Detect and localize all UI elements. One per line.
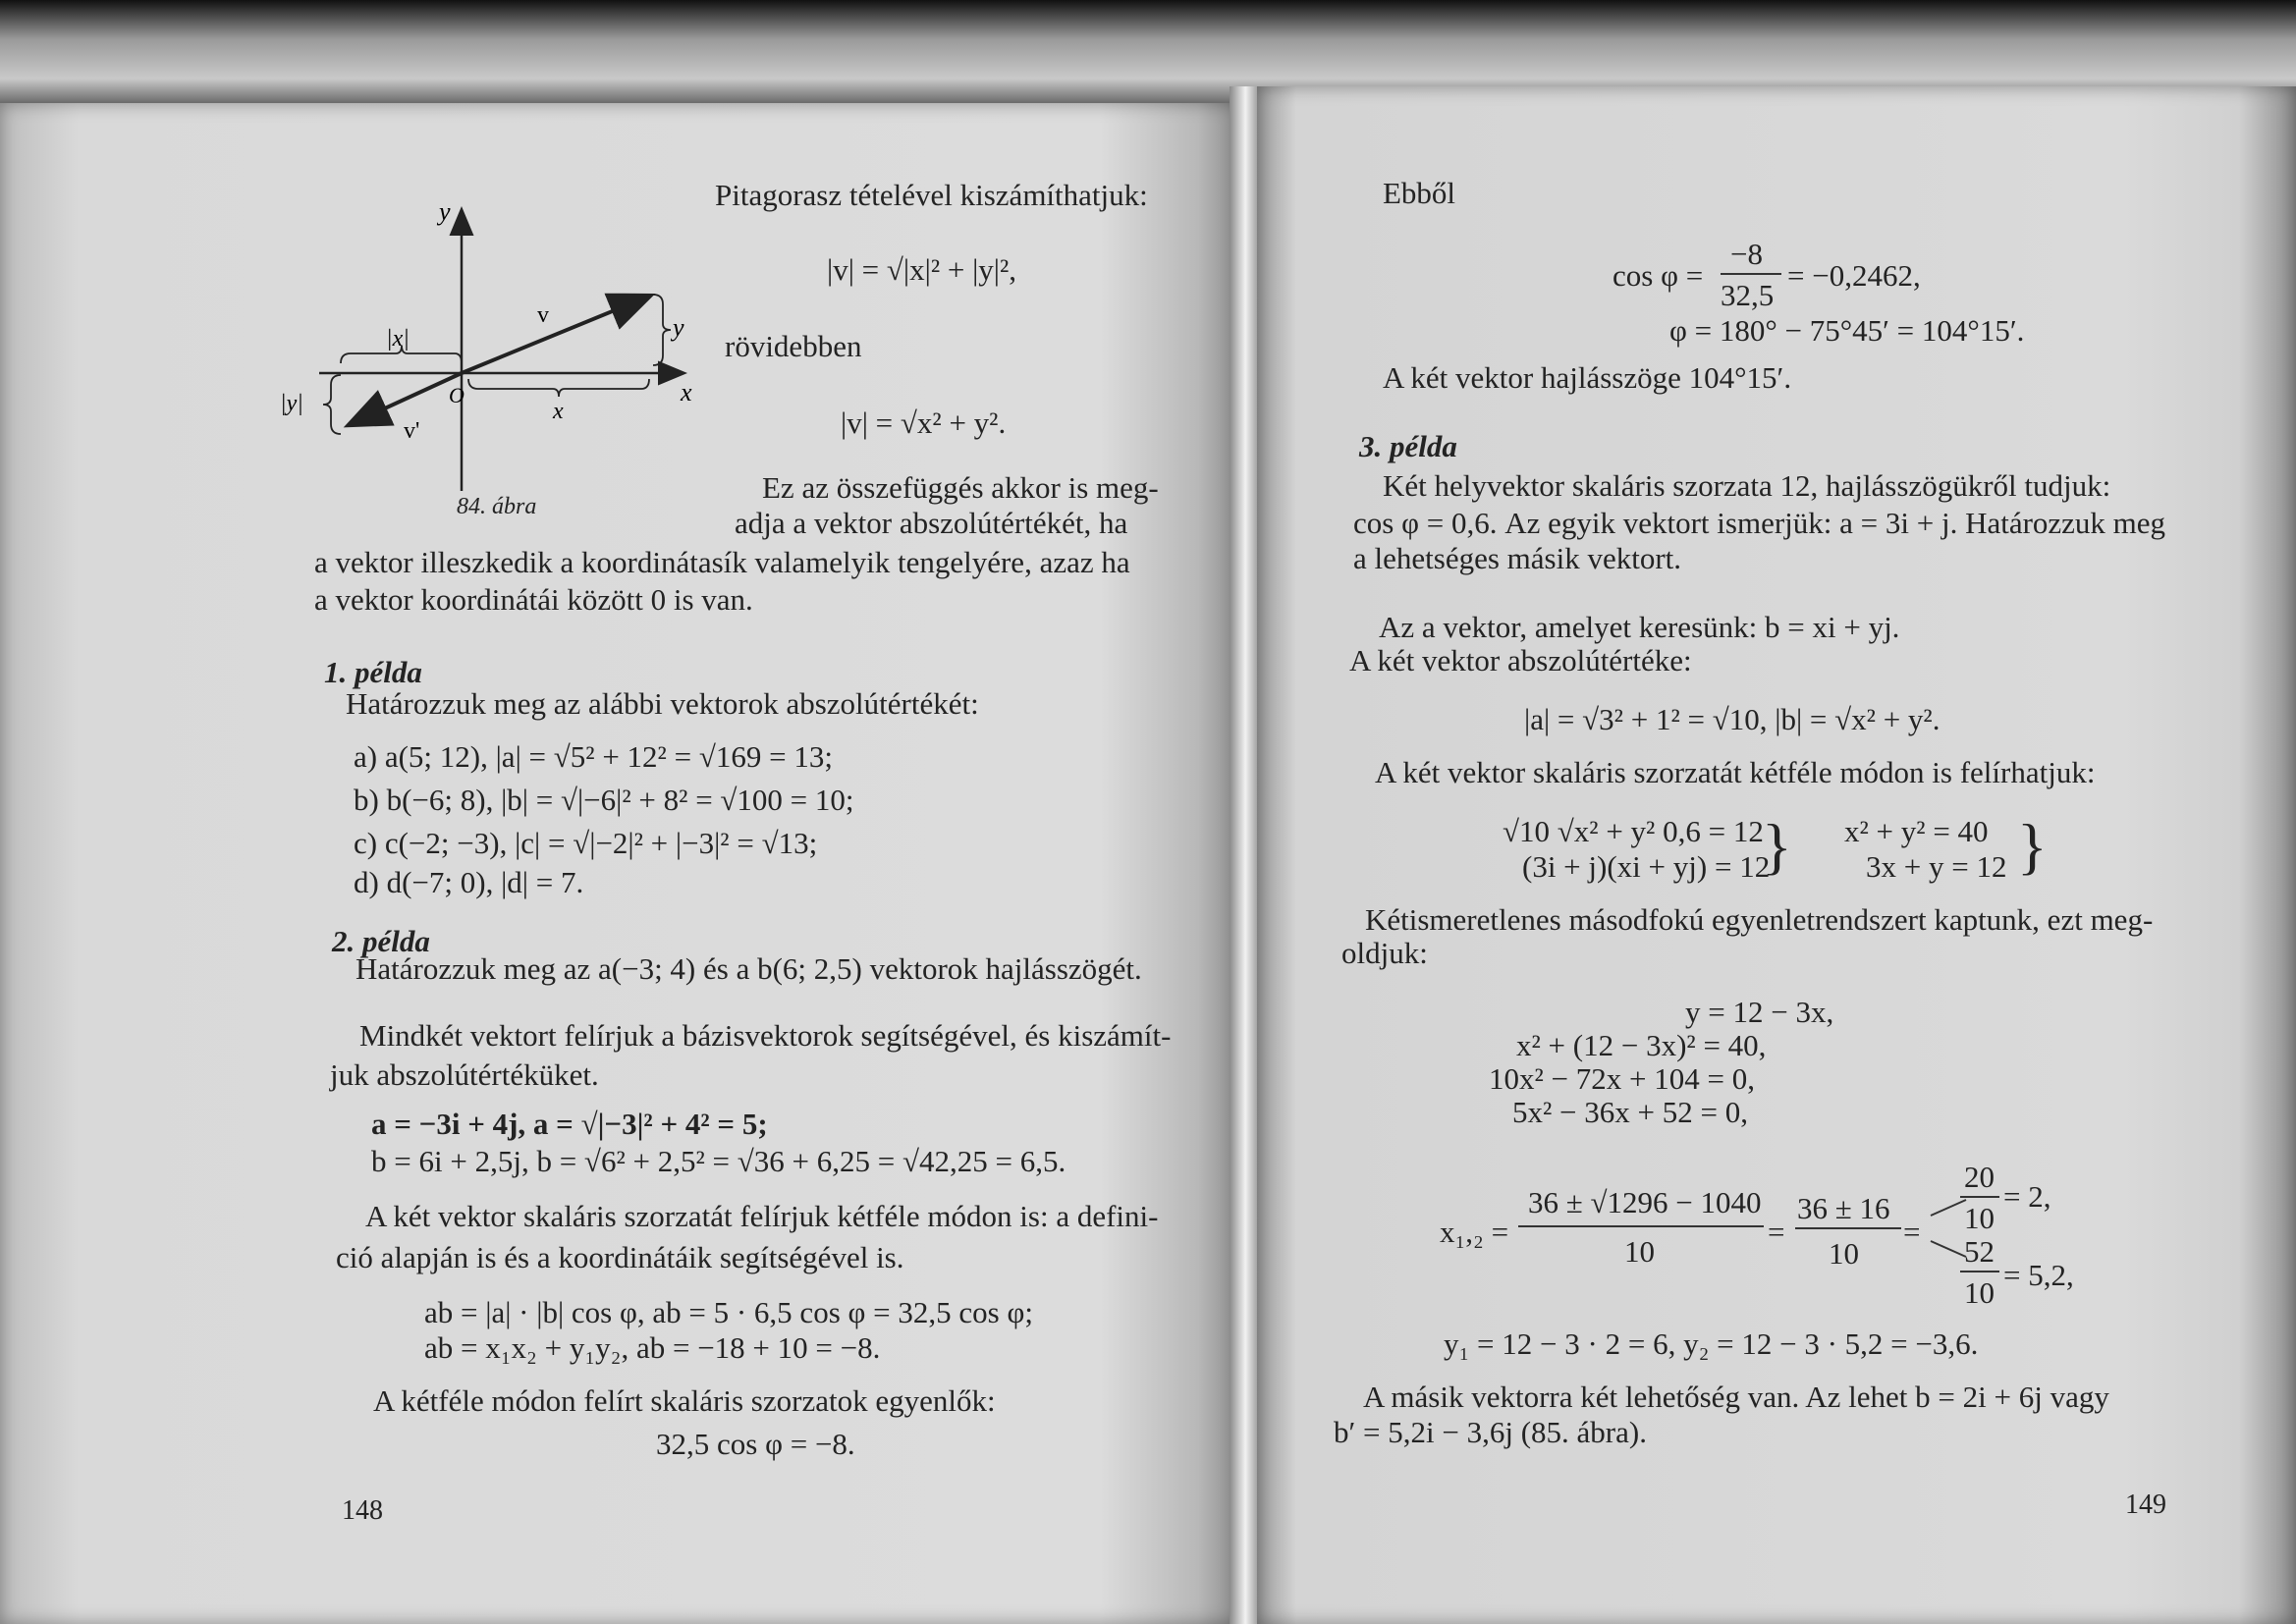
hajlasszog-line: A két vektor hajlásszöge 104°15′.	[1383, 360, 1792, 395]
pitagorasz-line: Pitagorasz tételével kiszámíthatjuk:	[715, 178, 1148, 212]
system-1-line-2: (3i + j)(xi + yj) = 12	[1522, 849, 1771, 884]
example-3-paragraph: A másik vektorra két lehetőség van. Az lehet b = 2i + 6j vagy	[1363, 1380, 2109, 1414]
example-1-d: d) d(−7; 0), |d| = 7.	[354, 865, 584, 899]
paragraph-line: Ez az összefüggés akkor is meg-	[762, 470, 1159, 505]
system-2-line-2: 3x + y = 12	[1866, 849, 2007, 884]
example-2-paragraph: A két vektor skaláris szorzatát felírjuk kétféle módon is: a defini-	[365, 1199, 1159, 1233]
label-v: v	[537, 302, 549, 328]
system-1-line-1: √10 √x² + y² 0,6 = 12	[1503, 814, 1764, 848]
root-2-denominator: 10	[1964, 1275, 1995, 1310]
root-2-value: = 5,2,	[2003, 1258, 2074, 1292]
x12-numerator-2: 36 ± 16	[1797, 1191, 1890, 1225]
label-x-brace: x	[553, 399, 564, 424]
page-number-right: 149	[2125, 1489, 2166, 1520]
example-3-text: Két helyvektor skaláris szorzata 12, hajlásszögükről tudjuk:	[1383, 468, 2111, 503]
system-2-line-1: x² + y² = 40	[1844, 814, 1989, 848]
cos-eq-lhs: cos φ =	[1613, 258, 1704, 293]
paragraph-line: a vektor illeszkedik a koordinátasík valamelyik tengelyére, azaz ha	[314, 545, 1130, 579]
example-2-eq-b: b = 6i + 2,5j, b = √6² + 2,5² = √36 + 6,25 = √42,25 = 6,5.	[371, 1144, 1066, 1178]
cos-eq-rhs: = −0,2462,	[1787, 258, 1921, 293]
root-1-fraction-bar	[1960, 1196, 1999, 1198]
example-1-b: b) b(−6; 8), |b| = √|−6|² + 8² = √100 = 10;	[354, 783, 854, 817]
example-3-title: 3. példa	[1359, 429, 1457, 463]
figure-84	[280, 196, 712, 511]
ebbol-line: Ebből	[1383, 176, 1456, 210]
brace-y-right	[653, 295, 671, 365]
example-2-paragraph: A kétféle módon felírt skaláris szorzatok egyenlők:	[373, 1383, 996, 1418]
paragraph-line: a vektor koordinátái között 0 is van.	[314, 582, 753, 617]
vector-v-prime	[351, 373, 462, 424]
example-3-paragraph: oldjuk:	[1341, 936, 1428, 970]
equation-abs-v-2: |v| = √x² + y².	[841, 406, 1007, 440]
x12-numerator-1: 36 ± √1296 − 1040	[1528, 1185, 1762, 1219]
x12-denominator-1: 10	[1624, 1234, 1655, 1269]
brace-abs-y-left	[323, 375, 341, 434]
example-1-text: Határozzuk meg az alábbi vektorok abszolútértékét:	[346, 686, 979, 721]
example-3-paragraph: Kétismeretlenes másodfokú egyenletrendszert kaptunk, ezt meg-	[1365, 902, 2154, 937]
page-number-left: 148	[342, 1495, 383, 1526]
figure-caption: 84. ábra	[457, 494, 537, 519]
y-values: y₁ = 12 − 3 · 2 = 6, y₂ = 12 − 3 · 5,2 = −3,6.	[1444, 1326, 1979, 1361]
example-3-paragraph: Az a vektor, amelyet keresünk: b = xi + yj.	[1379, 610, 1900, 644]
example-2-text: Határozzuk meg az a(−3; 4) és a b(6; 2,5) vektorok hajlásszögét.	[355, 951, 1142, 986]
example-2-paragraph: juk abszolútértéküket.	[330, 1057, 599, 1092]
example-3-text: cos φ = 0,6. Az egyik vektort ismerjük: a = 3i + j. Határozzuk meg	[1353, 506, 2166, 540]
root-1-numerator: 20	[1964, 1160, 1995, 1194]
solve-step-4: 5x² − 36x + 52 = 0,	[1512, 1095, 1748, 1129]
label-v-prime: v'	[404, 418, 420, 444]
example-3-eq-abs: |a| = √3² + 1² = √10, |b| = √x² + y².	[1524, 702, 1941, 736]
root-1-value: = 2,	[2003, 1179, 2051, 1214]
example-3-paragraph: A két vektor abszolútértéke:	[1349, 643, 1692, 677]
label-y-brace: y	[673, 313, 684, 342]
label-axis-x: x	[681, 378, 692, 406]
example-2-eq-ab-1: ab = |a| · |b| cos φ, ab = 5 · 6,5 cos φ = 32,5 cos φ;	[424, 1295, 1033, 1329]
x12-denominator-2: 10	[1829, 1236, 1859, 1271]
example-2-paragraph: ció alapján is és a koordinátáik segítségével is.	[336, 1240, 904, 1274]
root-1-denominator: 10	[1964, 1201, 1995, 1235]
cos-eq-fraction-bar	[1721, 273, 1781, 275]
example-2-eq-final: 32,5 cos φ = −8.	[656, 1427, 855, 1461]
solve-step-1: y = 12 − 3x,	[1685, 995, 1834, 1029]
solve-step-2: x² + (12 − 3x)² = 40,	[1516, 1028, 1767, 1062]
example-3-paragraph: b′ = 5,2i − 3,6j (85. ábra).	[1334, 1415, 1647, 1449]
brace-x-bottom	[468, 379, 649, 397]
x12-lhs: x₁,₂ =	[1440, 1215, 1509, 1249]
label-axis-y: y	[439, 197, 451, 226]
example-1-title: 1. példa	[324, 655, 422, 689]
system-2-brace: }	[2017, 811, 2048, 881]
vector-v	[462, 297, 648, 373]
label-abs-x: |x|	[386, 326, 410, 352]
system-1-brace: }	[1762, 811, 1792, 881]
example-1-a: a) a(5; 12), |a| = √5² + 12² = √169 = 13;	[354, 739, 833, 774]
label-origin: O	[449, 383, 465, 407]
cos-eq-denominator: 32,5	[1721, 278, 1775, 312]
example-3-text: a lehetséges másik vektort.	[1353, 541, 1682, 575]
example-1-c: c) c(−2; −3), |c| = √|−2|² + |−3|² = √13;	[354, 826, 818, 860]
root-2-fraction-bar	[1960, 1271, 1999, 1272]
example-2-eq-a: a = −3i + 4j, a = √|−3|² + 4² = 5;	[371, 1107, 768, 1141]
example-2-eq-ab-2: ab = x₁x₂ + y₁y₂, ab = −18 + 10 = −8.	[424, 1330, 881, 1365]
equation-abs-v-1: |v| = √|x|² + |y|²,	[827, 252, 1017, 287]
x12-equals-2: =	[1903, 1215, 1921, 1249]
rovidebben-line: rövidebben	[725, 329, 862, 363]
x12-equals-1: =	[1768, 1215, 1785, 1249]
cos-eq-numerator: −8	[1730, 237, 1763, 271]
x12-fraction-bar-1	[1518, 1225, 1764, 1227]
label-abs-y: |y|	[280, 391, 303, 416]
x12-fraction-bar-2	[1795, 1227, 1901, 1229]
example-2-paragraph: Mindkét vektort felírjuk a bázisvektorok segítségével, és kiszámít-	[359, 1018, 1172, 1053]
root-2-numerator: 52	[1964, 1234, 1995, 1269]
solve-step-3: 10x² − 72x + 104 = 0,	[1489, 1061, 1755, 1096]
example-3-paragraph: A két vektor skaláris szorzatát kétféle módon is felírhatjuk:	[1375, 755, 2096, 789]
paragraph-line: adja a vektor abszolútértékét, ha	[735, 506, 1128, 540]
example-2-title: 2. példa	[332, 924, 430, 958]
phi-eq: φ = 180° − 75°45′ = 104°15′.	[1669, 313, 2025, 348]
